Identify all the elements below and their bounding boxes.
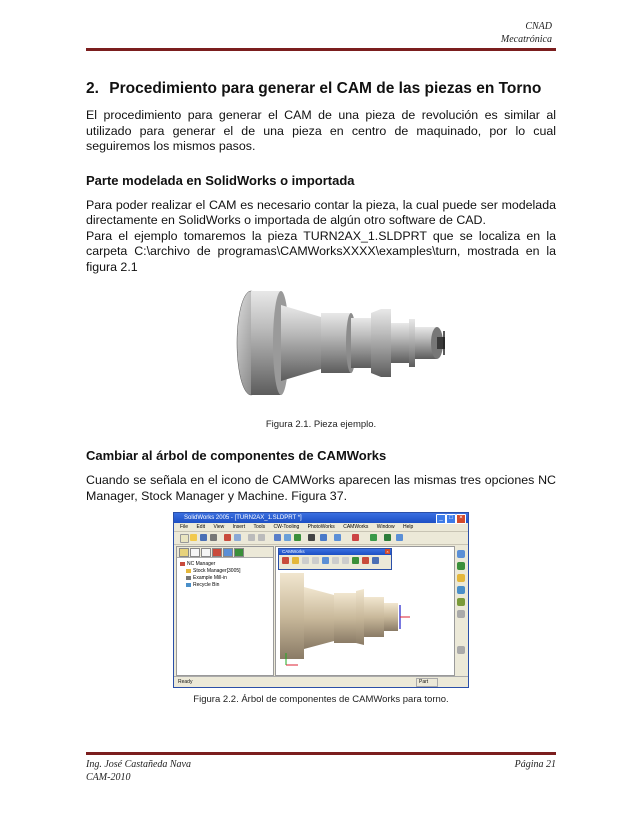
manager-tabs [177,547,273,558]
menu-item-tools[interactable]: Tools [253,524,266,530]
menu-item-insert[interactable]: Insert [232,524,246,530]
menu-item-edit[interactable]: Edit [196,524,206,530]
post-process-icon[interactable] [342,557,349,564]
tab-propertymanager[interactable] [190,548,200,557]
task-pane-resources-icon[interactable] [457,562,465,570]
camworks-screenshot [173,512,469,688]
section-number: 2. [86,80,99,97]
task-pane-bar [456,546,466,674]
footer-author: Ing. José Castañeda Nava [86,759,191,770]
window-title: SolidWorks 2005 - [TURN2AX_1.SLDPRT *] [184,515,302,521]
camworks-toolbar-title-text: CAMWorks [282,549,305,554]
sketch-icon[interactable] [308,534,315,541]
feature-manager-pane [176,546,274,676]
task-pane-scroll-icon[interactable] [457,610,465,618]
open-file-icon[interactable] [190,534,197,541]
recycle-bin-icon [186,583,191,587]
nc-manager-icon [180,562,185,566]
tree-item-machine[interactable]: Example Mill-in [180,575,273,582]
page-header [501,20,552,46]
footer-page-number: Página 21 [514,759,556,770]
tree-item-stock-manager[interactable]: Stock Manager[3005] [180,568,273,575]
menu-bar [174,523,468,531]
task-pane-explorer-icon[interactable] [457,586,465,594]
section-title-text: Procedimiento para generar el CAM de las piezas en Torno [109,80,542,97]
tab-camworks-feature-tree[interactable] [212,548,222,557]
figure-2-1 [86,283,556,413]
part1-heading: Parte modelada en SolidWorks o importada [86,172,355,188]
shaded-icon[interactable] [384,534,391,541]
section-title [86,80,556,98]
view-icon[interactable] [320,534,327,541]
camworks-toolbar-icon[interactable] [352,534,359,541]
part1-paragraph-2: Para el ejemplo tomaremos la pieza TURN2AX_1.SLDPRT que se localiza en la carpeta C:\archivo de programas\CAMWorksXXXX\examples\turn, mostrada en la figura 2.1 [86,228,556,274]
generate-toolpath-icon[interactable] [312,557,319,564]
figure-2-2-caption: Figura 2.2. Árbol de componentes de CAMWorks para torno. [193,694,449,705]
close-icon[interactable]: × [456,514,466,524]
status-text: Ready [178,679,193,685]
menu-item-window[interactable]: Window [376,524,395,530]
options-icon[interactable] [294,534,301,541]
generate-operation-plan-icon[interactable] [302,557,309,564]
new-file-icon[interactable] [180,534,189,543]
camworks-options-icon[interactable] [372,557,379,564]
maximize-icon[interactable]: □ [446,514,456,524]
extract-features-icon[interactable] [282,557,289,564]
menu-item-camworks[interactable]: CAMWorks [343,524,369,530]
machine-setup-icon[interactable] [352,557,359,564]
task-pane-bottom-icon[interactable] [457,646,465,654]
standard-toolbar [174,531,468,545]
tree-item-recycle-bin[interactable]: Recycle Bin [180,582,273,589]
save-icon[interactable] [200,534,207,541]
footer-rule [86,752,556,755]
tech-db-icon[interactable] [362,557,369,564]
display-icon[interactable] [370,534,377,541]
cut-icon[interactable] [224,534,231,541]
minimize-icon[interactable]: _ [436,514,446,524]
copy-icon[interactable] [234,534,241,541]
camworks-toolbar-buttons [279,555,391,567]
task-pane-library-icon[interactable] [457,574,465,582]
stock-icon [186,569,191,573]
task-pane-search-icon[interactable] [457,598,465,606]
header-line2: Mecatrónica [500,34,552,45]
rebuild-icon[interactable] [284,534,291,541]
task-pane-home-icon[interactable] [457,550,465,558]
footer-course: CAM-2010 [86,772,131,783]
page-footer [86,758,556,784]
menu-item-view[interactable]: View [213,524,225,530]
part2-heading: Cambiar al árbol de componentes de CAMWorks [86,448,387,463]
tab-camworks-operation-tree[interactable] [223,548,233,557]
menu-item-cw-tooling[interactable]: CW-Tooling [273,524,300,530]
simulate-toolpath-icon[interactable] [322,557,329,564]
menu-item-help[interactable]: Help [402,524,414,530]
header-rule [86,48,556,51]
undo-icon[interactable] [248,534,255,541]
tab-camworks-toolpath[interactable] [234,548,244,557]
menu-item-file[interactable]: File [180,524,189,530]
select-icon[interactable] [274,534,281,541]
menu-item-photoworks[interactable]: PhotoWorks [307,524,335,530]
status-bar [174,676,468,687]
status-part-field: Part [416,678,438,687]
part2-paragraph: Cuando se señala en el icono de CAMWorks aparecen las mismas tres opciones NC Manager, Stock Manager y Machine. Figura 37. [86,473,556,503]
figure-2-1-caption: Figura 2.1. Pieza ejemplo. [265,419,377,430]
camworks-toolbar-close-icon[interactable]: × [386,549,389,554]
tab-configuration[interactable] [201,548,211,557]
header-line1: CNAD [525,21,552,32]
stock-manager-icon[interactable] [292,557,299,564]
view-orientation-icon[interactable] [396,534,403,541]
camworks-floating-toolbar [278,548,392,570]
step-through-icon[interactable] [332,557,339,564]
page-content [86,64,556,715]
print-icon[interactable] [210,534,217,541]
machine-icon [186,576,191,580]
tree-item-nc-manager[interactable]: NC Manager [180,561,273,568]
turned-part-image [86,283,556,413]
window-titlebar [174,513,468,523]
zoom-icon[interactable] [334,534,341,541]
part1-paragraph-1: Para poder realizar el CAM es necesario contar la pieza, la cual puede ser modelada directamente en SolidWorks o importada de algún otro software de CAD. [86,197,556,227]
redo-icon[interactable] [258,534,265,541]
tab-featuremanager[interactable] [179,548,189,557]
nc-manager-tree [177,558,273,589]
intro-paragraph: El procedimiento para generar el CAM de una pieza de revolución es similar al utilizado para generar el de una pieza en centro de maquinado, por lo cual seguiremos los mismos pasos. [86,108,556,153]
